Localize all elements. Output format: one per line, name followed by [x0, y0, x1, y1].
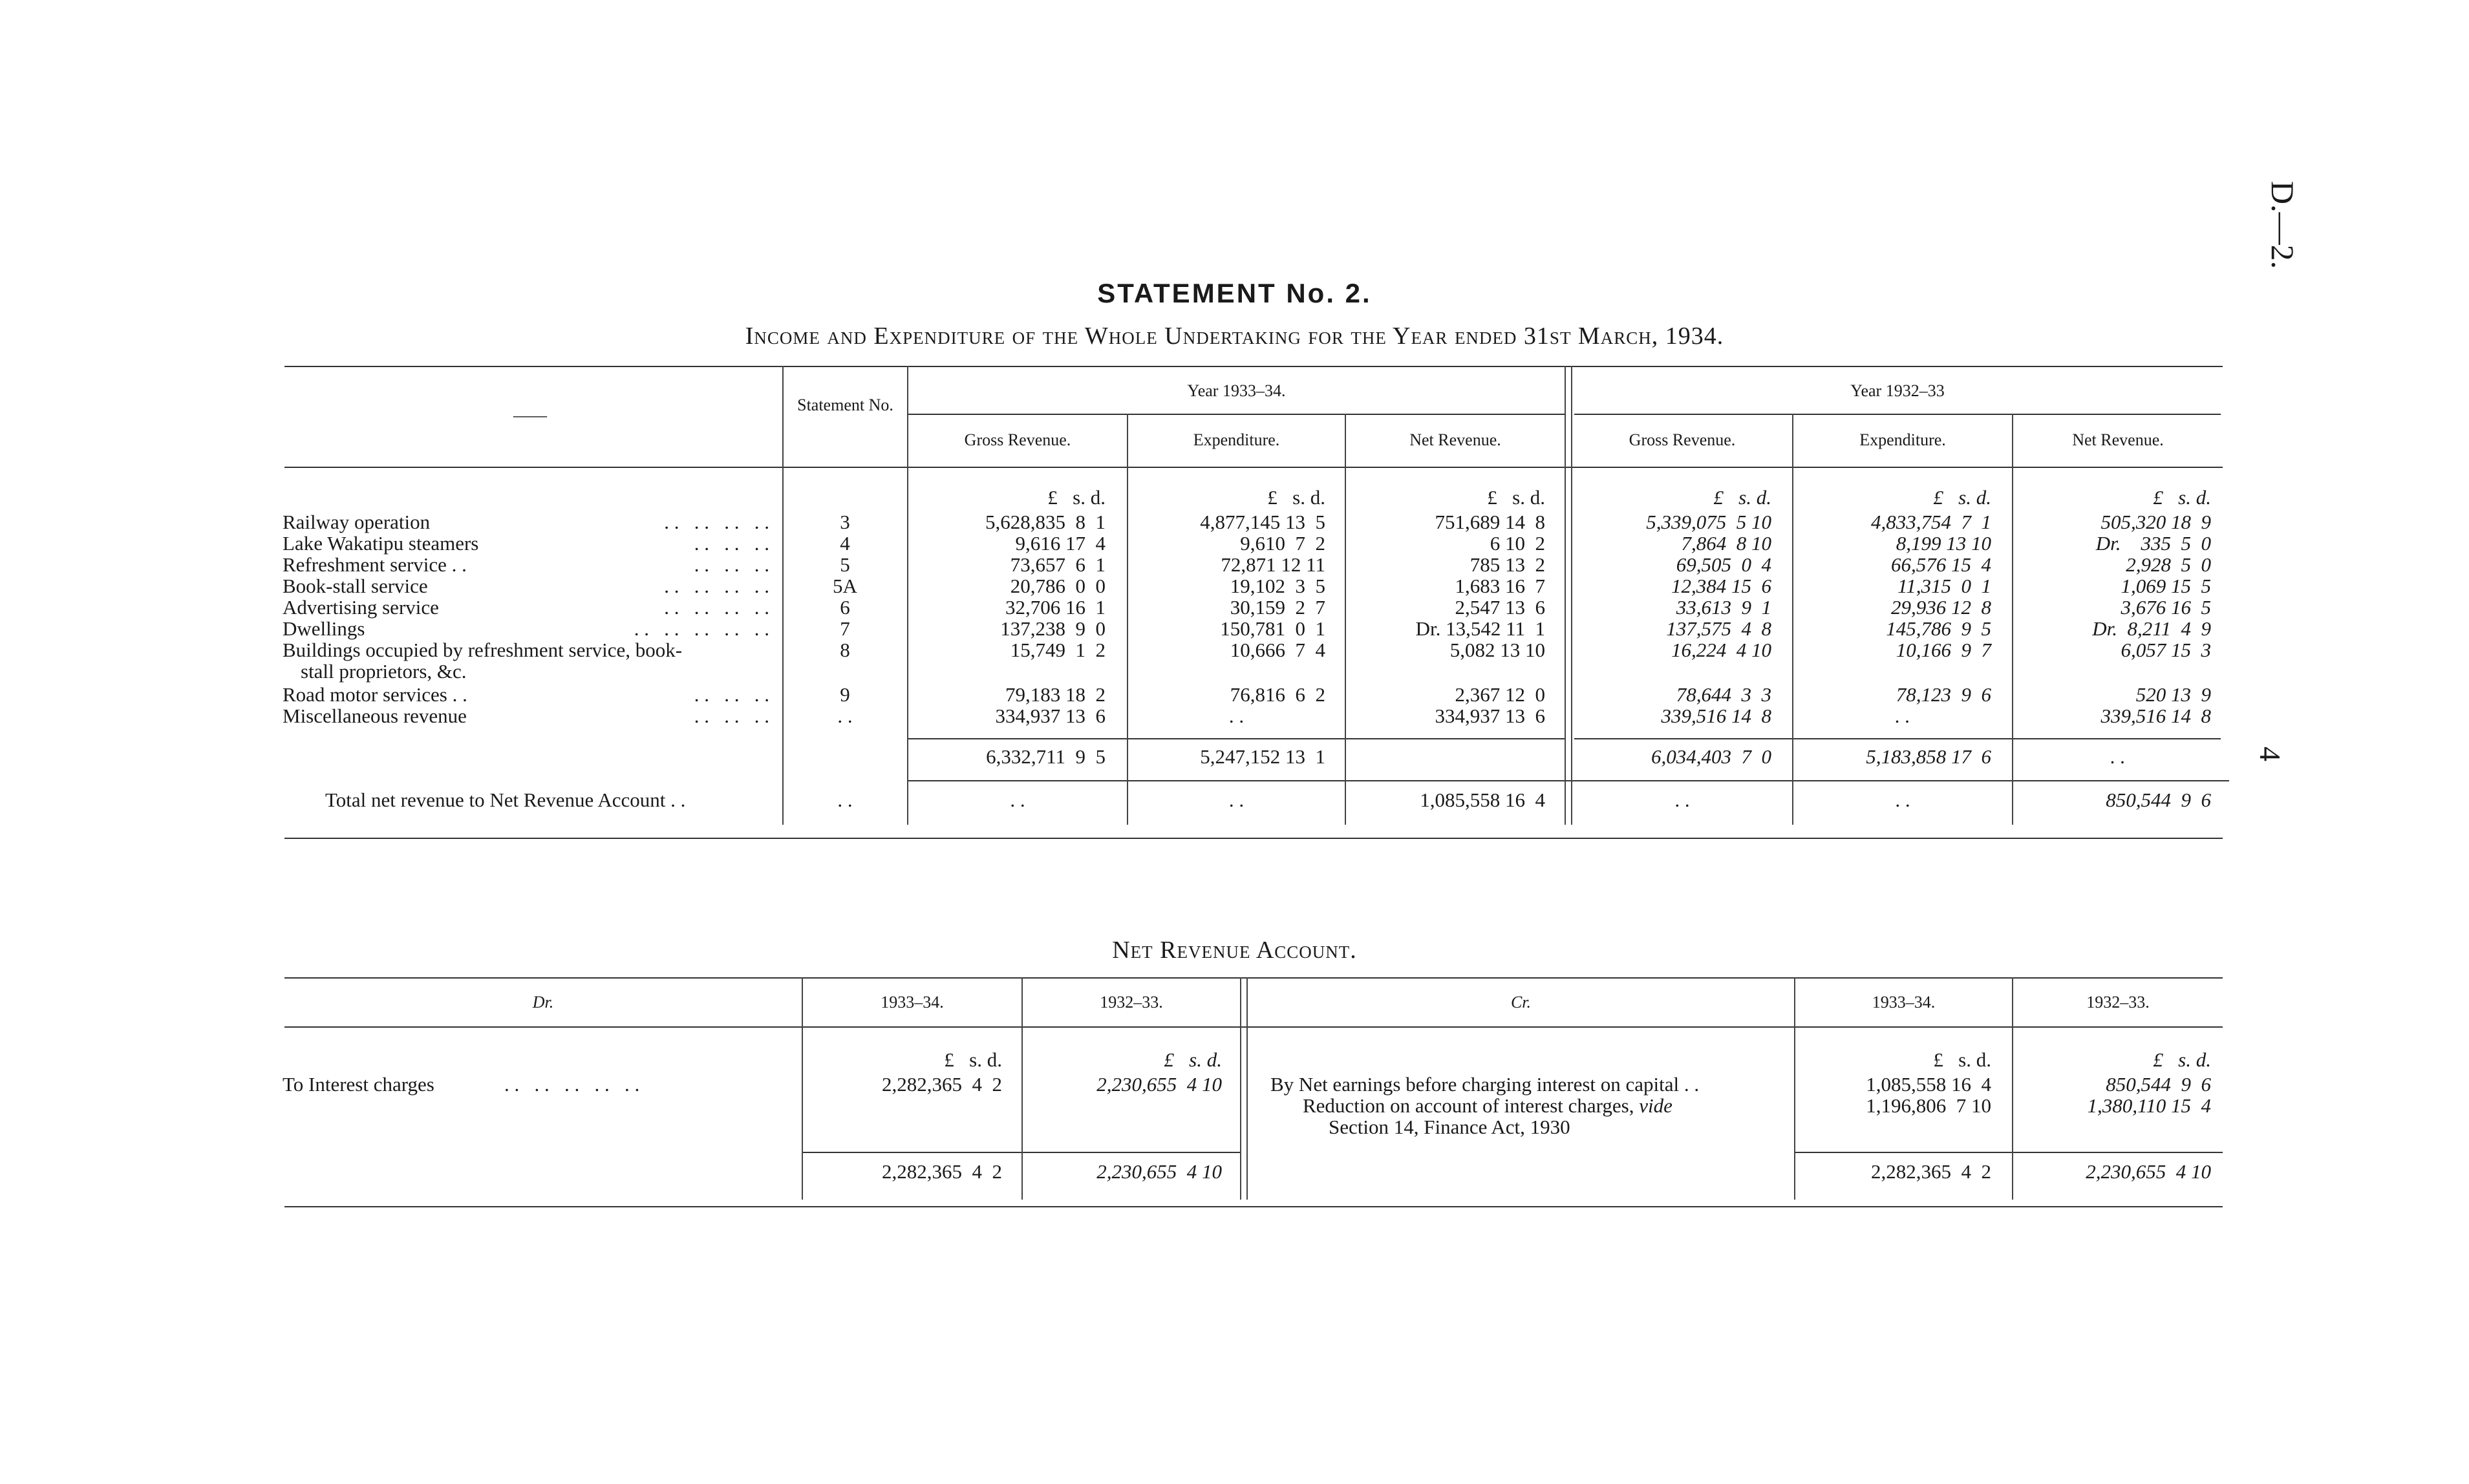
page-number: 4 — [2254, 747, 2287, 761]
nr-cr-line3: Section 14, Finance Act, 1930 — [1329, 1116, 1570, 1138]
row-value: 11,315 0 1 — [1897, 575, 1991, 597]
net-revenue-title: Net Revenue Account. — [1112, 937, 1357, 964]
row-value: Dr. 13,542 11 1 — [1415, 617, 1545, 640]
total-gross-a: 6,332,711 9 5 — [986, 745, 1106, 768]
row-label: Miscellaneous revenue — [283, 705, 467, 727]
row-value: 3,676 16 5 — [2121, 596, 2211, 619]
header-exp-b: Expenditure. — [1859, 430, 1946, 449]
nr-units-cr1: £ s. d. — [1933, 1048, 1991, 1071]
nr-dr-leader: . . . . . . . . . . — [504, 1073, 640, 1096]
nr-header-dr: Dr. — [532, 993, 554, 1012]
row-value: Dr. 335 5 0 — [2095, 532, 2211, 555]
net-total-net-a: 1,085,558 16 4 — [1420, 789, 1545, 811]
header-net-a: Net Revenue. — [1409, 430, 1501, 449]
units-gross-a: £ s. d. — [1047, 486, 1106, 509]
header-statement-no: Statement No. — [797, 396, 893, 414]
row-value: Dr. 8,211 4 9 — [2092, 617, 2211, 640]
net-total-rule — [908, 780, 2229, 781]
nr-units-dr1: £ s. d. — [944, 1048, 1002, 1071]
net-total-gross-b: . . — [1674, 789, 1690, 811]
nr-col-3 — [1240, 977, 1241, 1200]
header-year-b: Year 1932–33 — [1850, 381, 1945, 400]
net-total-net-b: 850,544 9 6 — [2106, 789, 2211, 811]
header-gross-b: Gross Revenue. — [1629, 430, 1736, 449]
row-statement-no: 7 — [840, 617, 850, 640]
nr-dr-label: To Interest charges — [283, 1073, 434, 1096]
page-code: D.—2. — [2265, 181, 2301, 270]
units-exp-b: £ s. d. — [1933, 486, 1991, 509]
units-net-b: £ s. d. — [2153, 486, 2211, 509]
row-value: 15,749 1 2 — [1010, 639, 1106, 661]
nr-header-y1-cr: 1933–34. — [1872, 993, 1936, 1012]
row-label: Dwellings — [283, 617, 365, 640]
row-leader: . . . . . . — [694, 683, 769, 706]
nr-header-y1-dr: 1933–34. — [881, 993, 944, 1012]
row-value: 79,183 18 2 — [1005, 683, 1106, 706]
row-value: 785 13 2 — [1470, 553, 1545, 576]
nr-header-y2-dr: 1932–33. — [1100, 993, 1163, 1012]
nr-header-y2-cr: 1932–33. — [2086, 993, 2150, 1012]
header-blank: —— — [513, 406, 547, 425]
year-b-rule — [1574, 414, 2221, 415]
row-value: 2,928 5 0 — [2126, 553, 2211, 576]
row-value: 78,123 9 6 — [1896, 683, 1991, 706]
row-label: Lake Wakatipu steamers — [283, 532, 479, 555]
year-a-rule — [908, 414, 1565, 415]
row-value: 20,786 0 0 — [1010, 575, 1106, 597]
row-value: 6 10 2 — [1490, 532, 1545, 555]
nr-top-rule — [284, 977, 2223, 979]
row-value: 751,689 14 8 — [1435, 511, 1545, 533]
row-label: Refreshment service . . — [283, 553, 467, 576]
nr-bottom-rule — [284, 1206, 2223, 1207]
nr-total-dr2: 2,230,655 4 10 — [1096, 1160, 1222, 1183]
row-leader: . . . . . . . . — [664, 575, 769, 597]
row-value: 339,516 14 8 — [1661, 705, 1771, 727]
nr-cr1-v1: 1,085,558 16 4 — [1866, 1073, 1991, 1096]
nr-total-cr1: 2,282,365 4 2 — [1871, 1160, 1991, 1183]
row-statement-no: 3 — [840, 511, 850, 533]
row-value: 137,575 4 8 — [1666, 617, 1771, 640]
row-value: 16,224 4 10 — [1671, 639, 1771, 661]
units-net-a: £ s. d. — [1487, 486, 1545, 509]
row-value: 145,786 9 5 — [1886, 617, 1991, 640]
row-statement-no: 4 — [840, 532, 850, 555]
row-label: Advertising service — [283, 596, 439, 619]
row-value: 5,628,835 8 1 — [985, 511, 1106, 533]
row-value: 72,871 12 11 — [1221, 553, 1325, 576]
totals-rule-b — [1574, 738, 2221, 739]
total-net-b: . . — [2110, 745, 2126, 768]
row-leader: . . . . . . . . . . — [634, 617, 769, 640]
row-value: . . — [1228, 705, 1245, 727]
row-value: 334,937 13 6 — [1435, 705, 1545, 727]
nr-units-dr2: £ s. d. — [1164, 1048, 1222, 1071]
row-statement-no: . . — [837, 705, 853, 727]
net-total-label: Total net revenue to Net Revenue Account . . — [325, 789, 686, 811]
row-value: 339,516 14 8 — [2100, 705, 2211, 727]
row-value: 1,683 16 7 — [1455, 575, 1545, 597]
units-exp-a: £ s. d. — [1267, 486, 1325, 509]
row-value: 1,069 15 5 — [2121, 575, 2211, 597]
nr-total-rule-cr — [1794, 1152, 2223, 1153]
nr-header-cr: Cr. — [1510, 993, 1532, 1012]
row-value: . . — [1895, 705, 1910, 727]
col-rule-4 — [1345, 414, 1346, 825]
row-leader: . . . . . . — [694, 553, 769, 576]
nr-dr-v1: 2,282,365 4 2 — [882, 1073, 1002, 1096]
header-year-a: Year 1933–34. — [1187, 381, 1286, 400]
net-total-exp-a: . . — [1228, 789, 1245, 811]
total-gross-b: 6,034,403 7 0 — [1651, 745, 1771, 768]
net-total-gross-a: . . — [1010, 789, 1025, 811]
nr-total-dr1: 2,282,365 4 2 — [882, 1160, 1002, 1183]
row-value: 7,864 8 10 — [1681, 532, 1771, 555]
row-value: 30,159 2 7 — [1230, 596, 1325, 619]
row-value: 33,613 9 1 — [1676, 596, 1771, 619]
row-value: 29,936 12 8 — [1891, 596, 1991, 619]
row-leader: . . . . . . . . — [664, 511, 769, 533]
row-label-cont: stall proprietors, &c. — [301, 660, 467, 683]
row-value: 73,657 6 1 — [1010, 553, 1106, 576]
col-rule-5 — [1565, 366, 1566, 825]
row-value: 4,877,145 13 5 — [1200, 511, 1325, 533]
row-value: 10,666 7 4 — [1230, 639, 1325, 661]
total-exp-a: 5,247,152 13 1 — [1200, 745, 1325, 768]
nr-cr-line2 — [1303, 1094, 1673, 1118]
totals-rule-a — [908, 738, 1565, 739]
total-exp-b: 5,183,858 17 6 — [1866, 745, 1991, 768]
row-value: 10,166 9 7 — [1896, 639, 1991, 661]
row-statement-no: 9 — [840, 683, 850, 706]
row-value: 520 13 9 — [2135, 683, 2211, 706]
row-value: 5,339,075 5 10 — [1646, 511, 1771, 533]
net-total-no: . . — [837, 789, 853, 811]
nr-cr2-v1: 1,196,806 7 10 — [1866, 1094, 1991, 1117]
header-bottom-rule — [284, 467, 2223, 468]
nr-total-cr2: 2,230,655 4 10 — [2086, 1160, 2211, 1183]
nr-units-cr2: £ s. d. — [2153, 1048, 2211, 1071]
row-value: 505,320 18 9 — [2100, 511, 2211, 533]
row-value: 9,610 7 2 — [1240, 532, 1325, 555]
statement-subtitle: Income and Expenditure of the Whole Undertaking for the Year ended 31st March, 1934. — [745, 323, 1724, 350]
row-leader: . . . . . . — [694, 705, 769, 727]
header-gross-a: Gross Revenue. — [964, 430, 1071, 449]
row-value: 78,644 3 3 — [1676, 683, 1771, 706]
row-statement-no: 8 — [840, 639, 850, 661]
row-leader: . . . . . . — [694, 532, 769, 555]
row-value: 66,576 15 4 — [1891, 553, 1991, 576]
row-value: 2,367 12 0 — [1455, 683, 1545, 706]
nr-cr-vide: vide — [1639, 1094, 1673, 1117]
row-label: Book-stall service — [283, 575, 428, 597]
row-value: 137,238 9 0 — [1000, 617, 1106, 640]
nr-cr1-v2: 850,544 9 6 — [2106, 1073, 2211, 1096]
row-label: Road motor services . . — [283, 683, 467, 706]
row-value: 12,384 15 6 — [1671, 575, 1771, 597]
row-label: Railway operation — [283, 511, 431, 533]
col-rule-3 — [1127, 414, 1128, 825]
row-value: 2,547 13 6 — [1455, 596, 1545, 619]
row-value: 334,937 13 6 — [995, 705, 1106, 727]
row-statement-no: 6 — [840, 596, 850, 619]
table-top-rule — [284, 366, 2223, 367]
net-total-exp-b: . . — [1895, 789, 1910, 811]
units-gross-b: £ s. d. — [1713, 486, 1771, 509]
statement-title: STATEMENT No. 2. — [1097, 278, 1372, 308]
nr-cr2-v2: 1,380,110 15 4 — [2087, 1094, 2211, 1117]
row-value: 19,102 3 5 — [1230, 575, 1325, 597]
header-net-b: Net Revenue. — [2072, 430, 2164, 449]
row-value: 8,199 13 10 — [1896, 532, 1991, 555]
row-statement-no: 5A — [833, 575, 857, 597]
nr-dr-v2: 2,230,655 4 10 — [1096, 1073, 1222, 1096]
row-value: 69,505 0 4 — [1676, 553, 1771, 576]
row-value: 9,616 17 4 — [1015, 532, 1106, 555]
row-value: 32,706 16 1 — [1005, 596, 1106, 619]
row-value: 76,816 6 2 — [1230, 683, 1325, 706]
row-label: Buildings occupied by refreshment service, book- — [283, 639, 683, 661]
row-value: 6,057 15 3 — [2121, 639, 2211, 661]
row-value: 4,833,754 7 1 — [1871, 511, 1991, 533]
nr-cr-line1: By Net earnings before charging interest on capital . . — [1270, 1073, 1700, 1096]
row-statement-no: 5 — [840, 553, 850, 576]
row-value: 150,781 0 1 — [1220, 617, 1325, 640]
header-exp-a: Expenditure. — [1193, 430, 1280, 449]
row-leader: . . . . . . . . — [664, 596, 769, 619]
nr-cr-line2-text: Reduction on account of interest charges, — [1303, 1094, 1634, 1117]
col-rule-6 — [1792, 414, 1793, 825]
table-bottom-rule — [284, 838, 2223, 839]
nr-header-rule — [284, 1026, 2223, 1028]
row-value: 5,082 13 10 — [1449, 639, 1545, 661]
